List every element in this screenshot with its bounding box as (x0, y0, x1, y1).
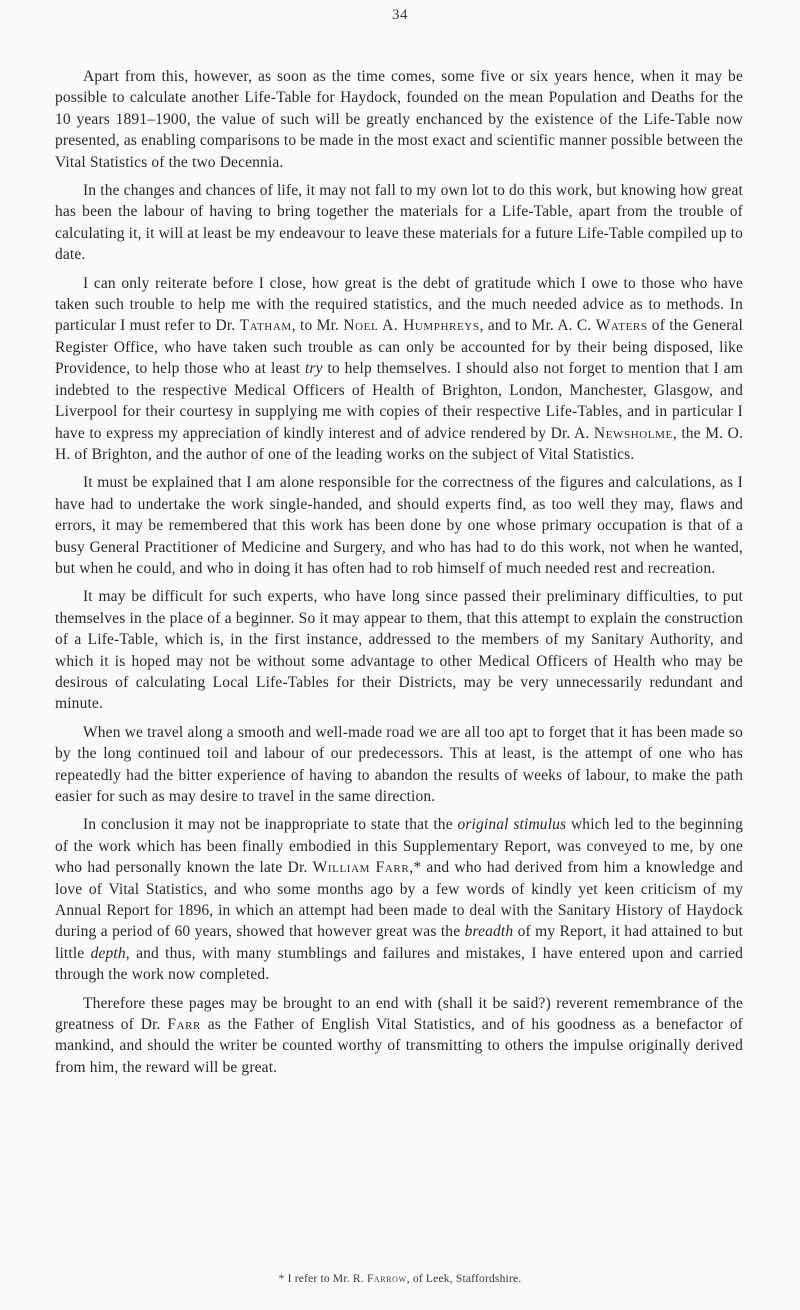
paragraph-7 (55, 814, 743, 985)
emphasis-original-stimulus: original stimulus (457, 816, 567, 834)
paragraph-1: Apart from this, however, as soon as the time comes, some five or six years hence, when it may be possible to calculate another Life-Table for Haydock, founded on the mean Population and Deaths for the 10 years 1891–1900, the value of such will be greatly enchanced by the existence of the Life-Table now presented, as enabling comparisons to be made in the most exact and scientific manner possible between the Vital Statistics of the two Decennia. (55, 68, 743, 171)
name-newsholme: Newsholme (593, 424, 673, 442)
paragraph-8 (55, 993, 743, 1079)
footnote-name: Farrow (366, 1273, 407, 1285)
paragraph-6: When we travel along a smooth and well-made road we are all too apt to forget that it has been made so by the long continued toil and labour of our predecessors. This at least, is the attempt of one who has repeatedly had the bitter experience of having to abandon the results of weeks of labour, to make the path easier for such as may desire to travel in the same direction. (55, 723, 743, 805)
name-humphreys: Noel A. Humphreys (343, 317, 480, 335)
text-run: to help themselves. I should also not forget to mention that I am indebted to the respective Medical Officers of Health of Brighton, London, Manchester, Glasgow, and Liverpool for their courtesy in supplying me with copies of their respective Life-Tables, and in particular I have to express my appreciation of kindly interest and of advice rendered by Dr. A. (55, 360, 743, 442)
emphasis-try: try (304, 360, 323, 378)
paragraph-3 (55, 273, 743, 466)
text-run: ,* and who had derived from him a knowledge and love of Vital Statistics, and who some months ago by a few words of kindly yet keen criticism of my Annual Report for 1896, in which an attempt had been made to deal with the Sanitary History of Haydock during a period of 60 years, showed that however great was the (55, 859, 743, 941)
name-waters: Waters (595, 317, 648, 335)
text-run: Therefore these pages may be brought to an end with (shall it be said?) reverent remembrance of the greatness of Dr. (55, 994, 743, 1034)
text-run: as the Father of English Vital Statistics, and of his goodness as a benefactor of mankind, and should the writer be counted worthy of transmitting to others the impulse originally derived from him, the reward will be great. (55, 1016, 743, 1076)
paragraph-2: In the changes and chances of life, it may not fall to my own lot to do this work, but knowing how great has been the labour of having to bring together the materials for a Life-Table, apart from the trouble of calculating it, it will at least be my endeavour to leave these materials for a future Life-Table compiled up to date. (55, 182, 743, 264)
text-run: I can only reiterate before I close, how great is the debt of gratitude which I owe to those who have taken such trouble to help me with the required statistics, and the much needed advice as to methods. In particular I must refer to Dr. (55, 274, 743, 335)
text-run: which led to the beginning of the work which has been finally embodied in this Supplementary Report, was conveyed to me, by one who had personally known the late Dr. (55, 816, 743, 877)
emphasis-breadth: breadth (464, 923, 514, 941)
footnote-text: * I refer to Mr. R. (278, 1273, 367, 1285)
name-william-farr: William Farr (312, 859, 410, 877)
text-run: , the M. O. H. of Brighton, and the author of one of the leading works on the subject of Vital Statistics. (55, 424, 743, 463)
text-run: , and thus, with many stumblings and failures and mistakes, I have entered upon and carried through the work now completed. (55, 944, 743, 984)
text-run: of the General Register Office, who have taken such trouble as can only be accounted for by their being disposed, like Providence, to help those who at least (55, 317, 743, 378)
text-run: of my Report, it had attained to but little (55, 923, 743, 962)
footnote-text: , of Leek, Staffordshire. (406, 1273, 522, 1285)
emphasis-depth: depth (90, 944, 126, 962)
text-run: , to Mr. (291, 317, 344, 335)
name-tatham: Tatham (239, 317, 292, 335)
paragraph-4: It must be explained that I am alone responsible for the correctness of the figures and calculations, as I have had to undertake the work single-handed, and should experts find, as too well they may, flaws and errors, it may be remembered that this work has been done by one whose primary occupation is that of a busy General Practitioner of Medicine and Surgery, and who has had to do this work, not when he wanted, but when he could, and who in doing it has often had to rob himself of much needed rest and recreation. (55, 474, 743, 577)
footnote (0, 1273, 800, 1285)
page-number: 34 (392, 7, 408, 23)
text-run: In conclusion it may not be inappropriate to state that the (83, 816, 458, 834)
name-farr: Farr (167, 1016, 201, 1034)
text-run: , and to Mr. A. C. (479, 317, 596, 335)
paragraph-5: It may be difficult for such experts, who have long since passed their preliminary difficulties, to put themselves in the place of a beginner. So it may appear to them, that this attempt to explain the construction of a Life-Table, which is, in the first instance, addressed to the members of my Sanitary Authority, and which it is hoped may not be without some advantage to other Medical Officers of Health who may be desirous of calculating Local Life-Tables for their Districts, may be very unnecessarily redundant and minute. (55, 588, 743, 713)
body-text (55, 66, 743, 1085)
